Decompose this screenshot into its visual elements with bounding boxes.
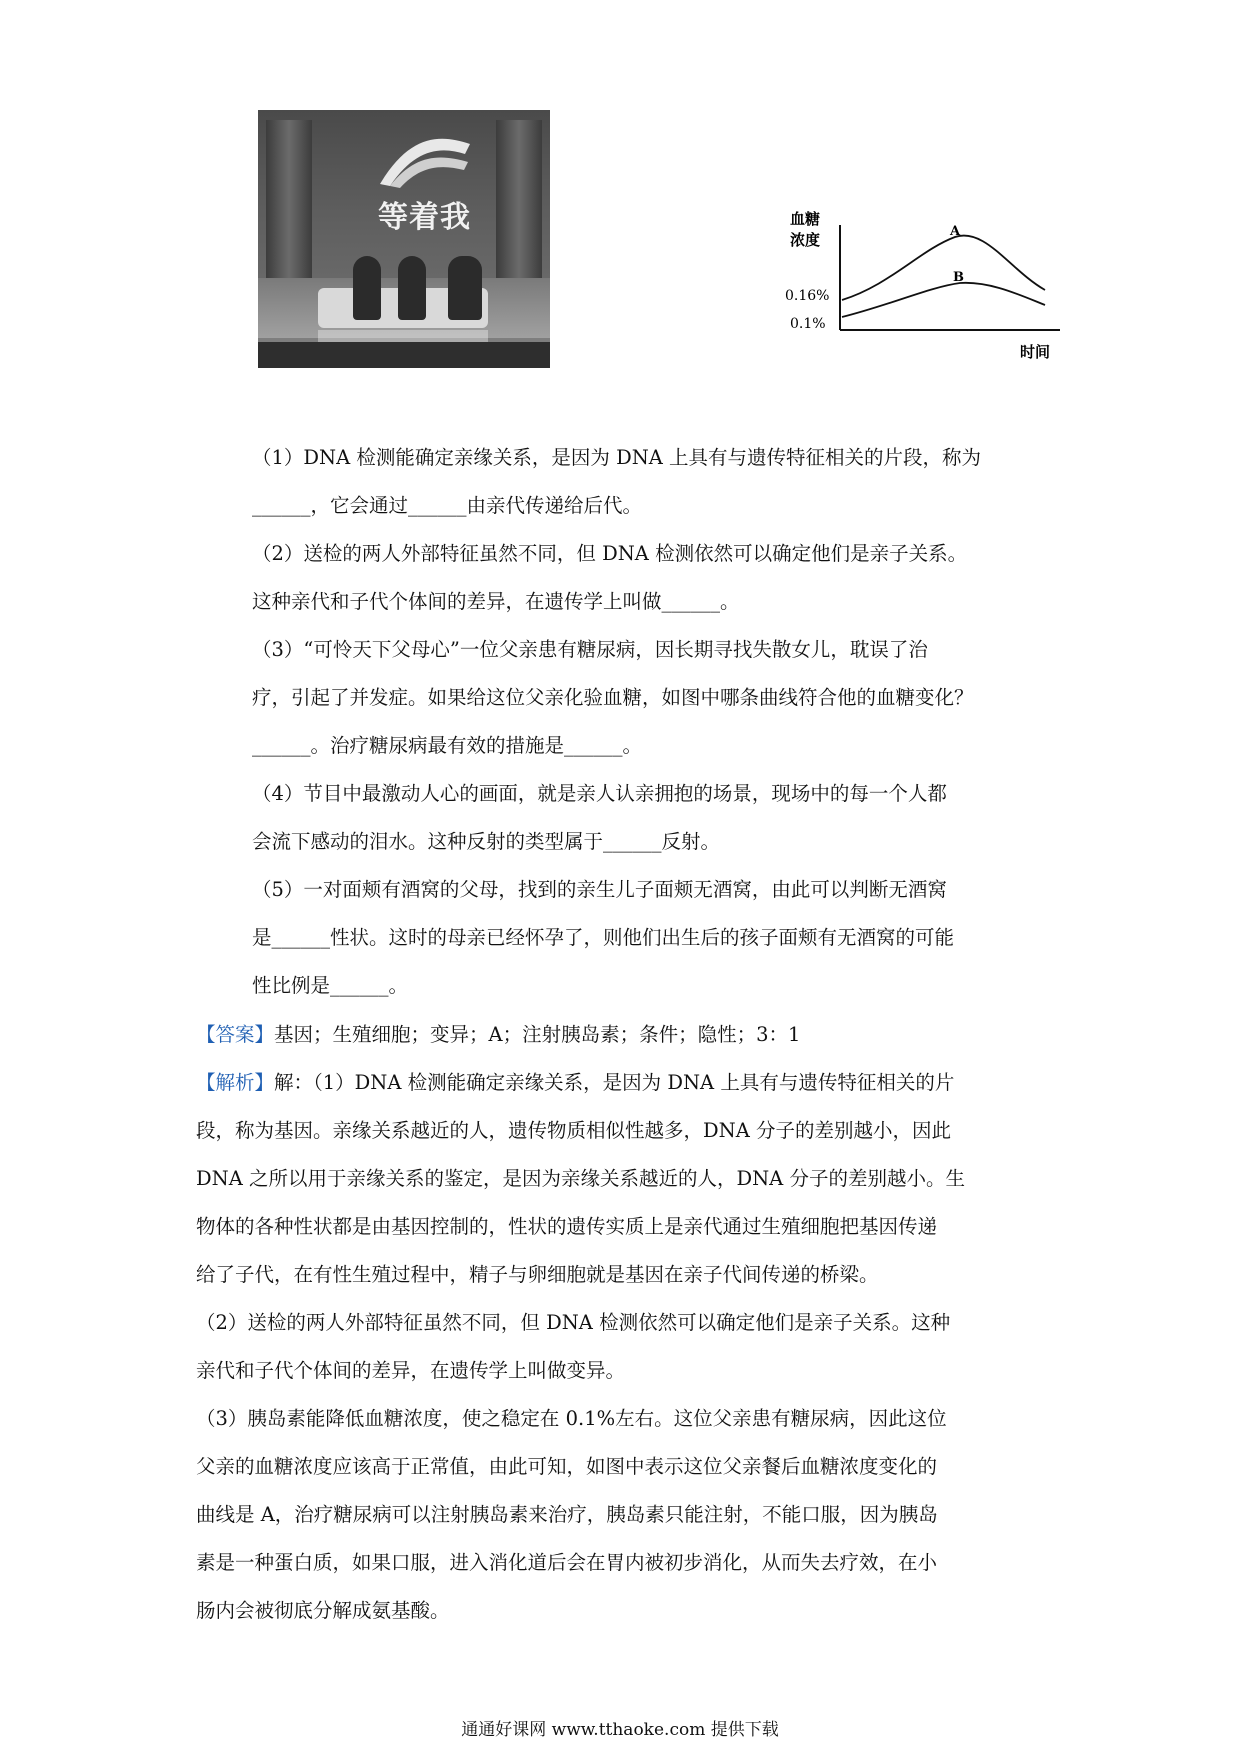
y-tick-label: 0.16% xyxy=(785,288,830,304)
curve-a-label: A xyxy=(950,224,961,239)
curve-a xyxy=(842,236,1045,300)
analysis-line: 亲代和子代个体间的差异，在遗传学上叫做变异。 xyxy=(196,1359,626,1382)
blood-sugar-chart xyxy=(770,195,1070,370)
analysis-line: DNA 之所以用于亲缘关系的鉴定，是因为亲缘关系越近的人，DNA 分子的差别越小。生 xyxy=(196,1167,965,1190)
analysis-line: 曲线是 A，治疗糖尿病可以注射胰岛素来治疗，胰岛素只能注射，不能口服，因为胰岛 xyxy=(196,1503,938,1526)
question-3-line: 疗，引起了并发症。如果给这位父亲化验血糖，如图中哪条曲线符合他的血糖变化？ xyxy=(252,686,974,709)
analysis-line: 父亲的血糖浓度应该高于正常值，由此可知，如图中表示这位父亲餐后血糖浓度变化的 xyxy=(196,1455,938,1478)
ticker-bar xyxy=(258,342,550,368)
person xyxy=(448,256,482,320)
analysis-label: 【解析】 xyxy=(196,1071,275,1094)
question-5-line: （5）一对面颊有酒窝的父母，找到的亲生儿子面颊无酒窝，由此可以判断无酒窝 xyxy=(252,878,947,901)
page-footer: 通通好课网 www.tthaoke.com 提供下载 xyxy=(461,1720,779,1740)
tv-program-photo xyxy=(258,110,550,368)
ribbon-logo-icon xyxy=(370,124,480,194)
question-1-line: （1）DNA 检测能确定亲缘关系，是因为 DNA 上具有与遗传特征相关的片段，称为 xyxy=(252,446,982,469)
curve-b-label: B xyxy=(953,270,964,285)
question-5-line: 是______性状。这时的母亲已经怀孕了，则他们出生后的孩子面颊有无酒窝的可能 xyxy=(252,926,955,949)
analysis-line: 物体的各种性状都是由基因控制的，性状的遗传实质上是亲代通过生殖细胞把基因传递 xyxy=(196,1215,938,1238)
analysis-line xyxy=(196,1071,954,1095)
y-axis-label-line2: 浓度 xyxy=(790,231,821,249)
analysis-line: （2）送检的两人外部特征虽然不同，但 DNA 检测依然可以确定他们是亲子关系。这种 xyxy=(196,1311,951,1334)
show-logo: 等着我 xyxy=(378,200,471,235)
question-3-line: （3）“可怜天下父母心”一位父亲患有糖尿病，因长期寻找失散女儿，耽误了治 xyxy=(252,638,928,661)
question-1-line: ______，它会通过______由亲代传递给后代。 xyxy=(252,494,643,517)
person xyxy=(353,256,381,320)
question-2-line: （2）送检的两人外部特征虽然不同，但 DNA 检测依然可以确定他们是亲子关系。 xyxy=(252,542,968,565)
caption-bar xyxy=(318,330,488,342)
question-3-line: ______。治疗糖尿病最有效的措施是______。 xyxy=(252,734,643,757)
y-axis-label-line1: 血糖 xyxy=(790,210,821,228)
answer-text: 基因；生殖细胞；变异；A；注射胰岛素；条件；隐性；3：1 xyxy=(274,1023,801,1046)
question-5-line: 性比例是______。 xyxy=(252,974,409,997)
y-tick-label: 0.1% xyxy=(790,316,826,332)
person xyxy=(398,256,426,320)
question-2-line: 这种亲代和子代个体间的差异，在遗传学上叫做______。 xyxy=(252,590,740,613)
question-4-line: 会流下感动的泪水。这种反射的类型属于______反射。 xyxy=(252,830,721,853)
analysis-line: 素是一种蛋白质，如果口服，进入消化道后会在胃内被初步消化，从而失去疗效，在小 xyxy=(196,1551,938,1574)
analysis-line: 肠内会被彻底分解成氨基酸。 xyxy=(196,1599,450,1622)
analysis-line: 段，称为基因。亲缘关系越近的人，遗传物质相似性越多，DNA 分子的差别越小，因此 xyxy=(196,1119,951,1142)
x-axis-label: 时间 xyxy=(1020,343,1051,361)
answer-line xyxy=(196,1023,800,1047)
answer-label: 【答案】 xyxy=(196,1023,275,1046)
analysis-text: 解：（1）DNA 检测能确定亲缘关系，是因为 DNA 上具有与遗传特征相关的片 xyxy=(274,1071,955,1094)
question-4-line: （4）节目中最激动人心的画面，就是亲人认亲拥抱的场景，现场中的每一个人都 xyxy=(252,782,947,805)
analysis-line: 给了子代，在有性生殖过程中，精子与卵细胞就是基因在亲子代间传递的桥梁。 xyxy=(196,1263,879,1286)
analysis-line: （3）胰岛素能降低血糖浓度，使之稳定在 0.1%左右。这位父亲患有糖尿病，因此这位 xyxy=(196,1407,947,1430)
